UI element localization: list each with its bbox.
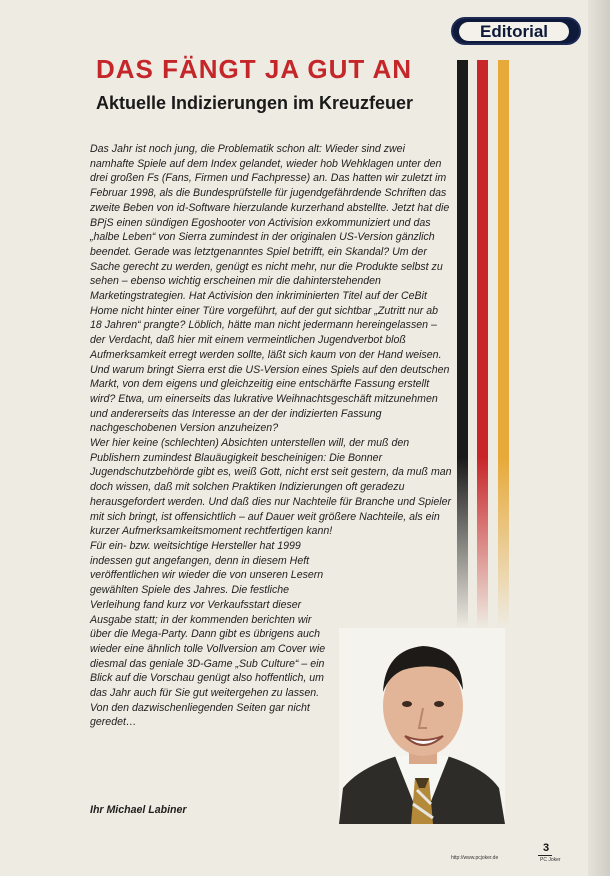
author-photo	[339, 628, 505, 824]
magazine-name: PC Joker	[540, 857, 561, 863]
flag-stripe-gold	[498, 60, 509, 628]
author-portrait-image	[339, 628, 505, 824]
section-tab-label: Editorial	[459, 22, 569, 41]
page-number-rule	[538, 855, 552, 856]
footer-url: http://www.pcjoker.de	[451, 855, 499, 861]
section-tab	[451, 17, 581, 45]
page-number: 3	[543, 842, 550, 854]
paragraph: Das Jahr ist noch jung, die Problematik schon alt: Wieder sind zwei namhafte Spiele auf dem Index gelandet, wieder hob Wehklagen unter den drei großen Fs (Fans, Firmen und Fachpresse) an. Das hatten wir zuletzt im Februar 1998, als die Bundesprüfstelle für jugendgefährdende Schriften das zweite Beben von id-Software hierzulande kurzerhand abstellte. Jetzt hat die BPjS einen sündigen Egoshooter von Activision exkommuniziert und das „halbe Leben“ von Sierra zumindest in der originalen US-Version gänzlich beendet. Gerade was letztgenanntes Spiel betrifft, ein Skandal? Um der Sache gerecht zu werden, genügt es nicht mehr, nur die Produkte selbst zu sehen – ebenso wichtig erscheinen mir die dahinterstehenden Marketingstrategien. Hat Activision den inkriminierten Titel auf der CeBit Home nicht hinter einer Türe vorgeführt, auf der gut sichtbar „Zutritt nur ab 18 Jahren“ prangte? Löblich, hätte man nicht jedermann hereingelassen – der Verdacht, daß hier mit einem vermeintlichen Jugendverbot bloß Aufmerksamkeit erregt werden sollte, läßt sich kaum von der Hand weisen. Und warum bringt Sierra erst die US-Version eines Spiels auf den deutschen Markt, von dem eigens und gleichzeitig eine entschärfte Fassung erstellt wird? Etwa, um einerseits das lukrative Weihnachtsgeschäft mitzunehmen und andererseits das Interesse an der der indizierten Fassung nachgeschobenen Version anzuheizen?	[90, 143, 450, 435]
paragraph: Wer hier keine (schlechten) Absichten unterstellen will, der muß den Publishern zumindest Blauäugigkeit bescheinigen: Die Bonner Jugendschutzbehörde gibt es, weiß Gott, nicht erst seit gestern, da muß man doch wissen, daß mit solchen Praktiken Indizierungen oft geradezu herausgefordert werden. Und daß dies nur Nachteile für Branche und Spieler mit sich bringt, ist offensichtlich – auf Dauer weit größere Nachteile, als ein kurzer Aufmerksamkeitsmoment rechtfertigen kann!	[90, 437, 452, 538]
headline: DAS FÄNGT JA GUT AN	[96, 54, 413, 84]
paragraph: Für ein- bzw. weitsichtige Hersteller hat 1999 indessen gut angefangen, denn in diesem Heft veröffentlichen wir wieder die von unseren Lesern gewählten Spiele des Jahres. Die festliche Verleihung fand kurz vor Verkaufsstart dieser Ausgabe statt; in der kommenden berichten wir über die Mega-Party. Dann gibt es übrigens auch wieder eine ähnlich tolle Vollversion am Cover wie diesmal das geniale 3D-Game „Sub Culture“ – ein Blick auf die Vorschau genügt also hoffentlich, um das Jahr auch für Sie gut weitergehen zu lassen. Von den dazwischenliegenden Seiten gar nicht geredet…	[90, 539, 326, 729]
author-signature: Ihr Michael Labiner	[90, 804, 187, 816]
flag-stripe-black	[457, 60, 468, 628]
subheadline: Aktuelle Indizierungen im Kreuzfeuer	[96, 93, 414, 113]
flag-stripe-red	[477, 60, 488, 628]
